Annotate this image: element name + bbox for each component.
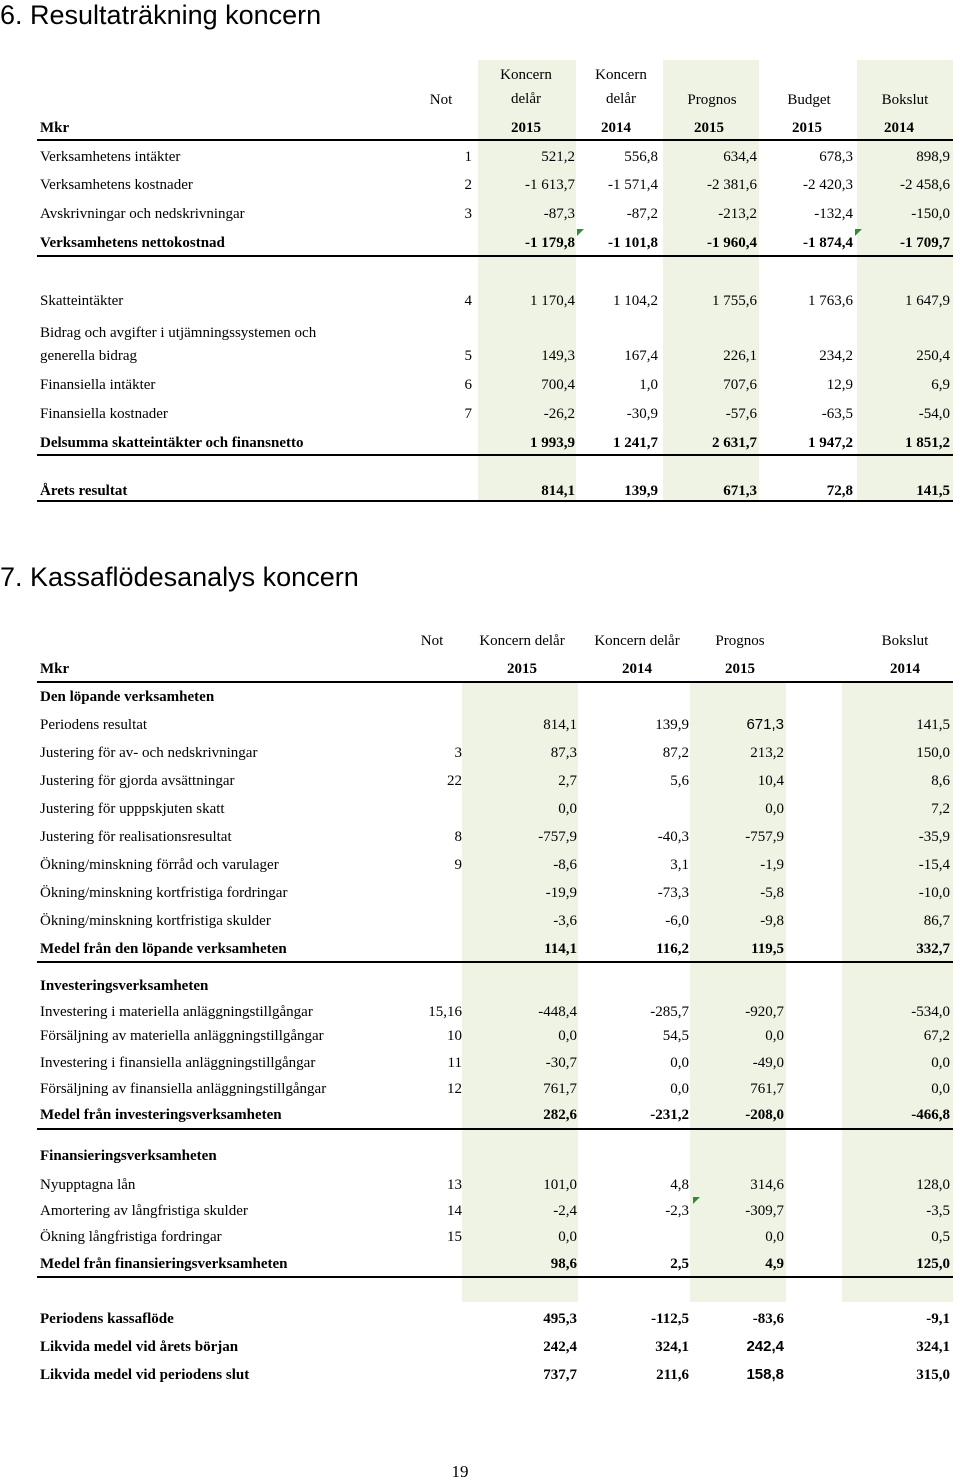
row-label: Finansiella kostnader: [40, 406, 168, 422]
section-7-title: 7. Kassaflödesanalys koncern: [0, 562, 359, 592]
row-value: 0,0: [558, 1229, 577, 1245]
row-value: 67,2: [923, 1028, 950, 1044]
row-value: 0,0: [931, 1081, 950, 1097]
row-note: 7: [464, 406, 472, 422]
header-budget: Budget: [787, 92, 831, 108]
row-value: 125,0: [916, 1256, 950, 1272]
row-value: 0,0: [931, 1055, 950, 1071]
row-value: -15,4: [918, 857, 950, 873]
row-value: 671,3: [746, 716, 784, 733]
row-value: 0,0: [558, 801, 577, 817]
row-label: Verksamhetens intäkter: [40, 149, 181, 165]
row-value: -35,9: [918, 829, 950, 845]
header-col1: Koncern delår: [479, 633, 565, 649]
row-value: 250,4: [916, 348, 950, 364]
row-label: Bidrag och avgifter i utjämningssystemen och: [40, 325, 317, 341]
row-value: 1 241,7: [613, 435, 658, 451]
row-value: 1 993,9: [530, 435, 575, 451]
row-value: 1 755,6: [712, 293, 757, 309]
table-row: [0, 144, 960, 170]
row-label: Avskrivningar och nedskrivningar: [40, 206, 245, 222]
row-value: -920,7: [745, 1004, 784, 1020]
row-value: -1 613,7: [525, 177, 575, 193]
table-row: [0, 1198, 960, 1224]
row-value: -1 179,8: [525, 235, 575, 251]
row-value: 332,7: [916, 941, 950, 957]
row-value: 242,4: [746, 1338, 784, 1355]
row-value: 158,8: [746, 1366, 784, 1383]
header-year-3: 2015: [694, 120, 724, 136]
row-value: -285,7: [650, 1004, 689, 1020]
table-row: [0, 712, 960, 738]
row-note: 15,16: [428, 1004, 462, 1020]
row-value: 87,3: [550, 745, 577, 761]
header-year-2: 2014: [601, 120, 631, 136]
row-label: Medel från investeringsverksamheten: [40, 1107, 282, 1123]
row-value: -3,5: [926, 1203, 950, 1219]
row-value: -309,7: [745, 1203, 784, 1219]
row-value: 737,7: [543, 1367, 577, 1383]
row-value: -87,2: [626, 206, 658, 222]
page-number: 19: [451, 1462, 469, 1481]
row-value: -9,8: [760, 913, 784, 929]
row-note: 3: [454, 745, 462, 761]
row-value: 54,5: [662, 1028, 689, 1044]
row-label: generella bidrag: [40, 348, 138, 364]
table-row: [0, 824, 960, 850]
row-value: 556,8: [624, 149, 658, 165]
row-value: 1 947,2: [808, 435, 853, 451]
row-value: -8,6: [553, 857, 577, 873]
row-label: Periodens resultat: [40, 717, 148, 733]
row-value: -757,9: [538, 829, 577, 845]
row-note: 11: [447, 1055, 462, 1071]
row-value: -2,4: [553, 1203, 577, 1219]
row-value: -30,9: [626, 406, 658, 422]
row-label: Medel från finansieringsverksamheten: [40, 1256, 288, 1272]
row-label: Ökning långfristiga fordringar: [40, 1229, 222, 1245]
row-value: 0,0: [765, 801, 784, 817]
row-value: 234,2: [819, 348, 853, 364]
row-label: Investering i materiella anläggningstillgångar: [40, 1004, 313, 1020]
table-row: [0, 1143, 960, 1169]
row-label: Justering för upppskjuten skatt: [40, 801, 225, 817]
row-value: 139,9: [624, 483, 658, 499]
row-value: 761,7: [543, 1081, 577, 1097]
row-note: 6: [464, 377, 472, 393]
row-value: 315,0: [916, 1367, 950, 1383]
header-col2-line1: Koncern: [595, 67, 647, 83]
row-value: 0,0: [765, 1229, 784, 1245]
row-value: -132,4: [814, 206, 853, 222]
row-value: 2,5: [670, 1256, 689, 1272]
row-label: Medel från den löpande verksamheten: [40, 941, 287, 957]
row-value: 0,0: [765, 1028, 784, 1044]
table-row: [0, 1050, 960, 1076]
row-value: 139,9: [655, 717, 689, 733]
row-value: 213,2: [750, 745, 784, 761]
header-year-3: 2015: [725, 661, 755, 677]
row-note: 10: [447, 1028, 462, 1044]
row-value: -19,9: [545, 885, 577, 901]
row-label: Försäljning av materiella anläggningstillgångar: [40, 1028, 324, 1044]
row-value: 2,7: [558, 773, 577, 789]
header-year-2: 2014: [622, 661, 652, 677]
table-row: [0, 852, 960, 878]
header-rule: [37, 681, 953, 683]
row-value: -87,3: [543, 206, 575, 222]
row-value: 707,6: [723, 377, 757, 393]
row-value: -26,2: [543, 406, 575, 422]
table-row: [0, 936, 960, 962]
row-label: Årets resultat: [40, 483, 128, 499]
row-note: 13: [447, 1177, 462, 1193]
header-not: Not: [420, 633, 444, 649]
table-row: [0, 288, 960, 314]
row-label: Justering för realisationsresultat: [40, 829, 232, 845]
row-value: -466,8: [911, 1107, 950, 1123]
row-value: -112,5: [651, 1311, 689, 1327]
row-value: 634,4: [723, 149, 757, 165]
row-label: Skatteintäkter: [40, 293, 124, 309]
row-label: Verksamhetens nettokostnad: [40, 235, 225, 251]
row-value: -448,4: [538, 1004, 577, 1020]
header-year-1: 2015: [511, 120, 541, 136]
row-value: -2,3: [665, 1203, 689, 1219]
row-value: -2 420,3: [803, 177, 853, 193]
table-row: [0, 401, 960, 427]
table-row: [0, 1251, 960, 1277]
row-value: 87,2: [662, 745, 689, 761]
row-value: 1,0: [639, 377, 658, 393]
row-value: 8,6: [931, 773, 950, 789]
row-value: 671,3: [723, 483, 757, 499]
row-value: 7,2: [931, 801, 950, 817]
row-label: Finansiella intäkter: [40, 377, 156, 393]
header-not: Not: [429, 92, 453, 108]
row-note: 4: [464, 293, 472, 309]
header-prognos: Prognos: [715, 633, 765, 649]
row-value: 226,1: [723, 348, 757, 364]
table-row: [0, 1023, 960, 1049]
table-row: [0, 740, 960, 766]
header-year-1: 2015: [507, 661, 537, 677]
row-value: 898,9: [916, 149, 950, 165]
header-prognos: Prognos: [687, 92, 737, 108]
row-value: -5,8: [760, 885, 784, 901]
row-label: Verksamhetens kostnader: [40, 177, 193, 193]
header-year-5: 2014: [884, 120, 914, 136]
table-row: [0, 1102, 960, 1128]
row-value: 119,5: [751, 941, 784, 957]
section-6-title: 6. Resultaträkning koncern: [0, 0, 322, 30]
row-label: Delsumma skatteintäkter och finansnetto: [40, 435, 304, 451]
header-col1-line2: delår: [511, 91, 541, 107]
comment-marker: [577, 229, 584, 236]
row-label: Periodens kassaflöde: [40, 1311, 174, 1327]
table-row: [0, 999, 960, 1025]
header-mkr: Mkr: [40, 120, 70, 136]
row-value: 149,3: [541, 348, 575, 364]
row-value: 1 104,2: [613, 293, 658, 309]
header-bokslut: Bokslut: [881, 92, 929, 108]
table-row: [0, 201, 960, 227]
row-value: 700,4: [541, 377, 575, 393]
row-value: -1,9: [760, 857, 784, 873]
table-row: [0, 1076, 960, 1102]
row-value: 141,5: [916, 483, 950, 499]
row-value: 324,1: [655, 1339, 689, 1355]
row-value: -57,6: [725, 406, 757, 422]
row-value: -231,2: [650, 1107, 689, 1123]
row-value: 0,5: [931, 1229, 950, 1245]
row-label: Amortering av långfristiga skulder: [40, 1203, 248, 1219]
row-label: Nyupptagna lån: [40, 1177, 136, 1193]
row-value: -1 874,4: [803, 235, 853, 251]
row-value: 101,0: [543, 1177, 577, 1193]
row-note: 9: [454, 857, 462, 873]
table-row: [0, 430, 960, 456]
table-row: [0, 1224, 960, 1250]
table-row: [0, 372, 960, 398]
row-value: -83,6: [752, 1311, 784, 1327]
row-value: -30,7: [545, 1055, 577, 1071]
row-value: -1 709,7: [900, 235, 950, 251]
row-label: Ökning/minskning förråd och varulager: [40, 857, 279, 873]
table-row: [0, 684, 960, 710]
row-value: -9,1: [926, 1311, 950, 1327]
row-value: 1 170,4: [530, 293, 575, 309]
row-value: 10,4: [757, 773, 784, 789]
row-value: -1 101,8: [608, 235, 658, 251]
row-note: 14: [447, 1203, 462, 1219]
row-label: Likvida medel vid årets början: [40, 1339, 239, 1355]
table-row: [0, 796, 960, 822]
row-value: -757,9: [745, 829, 784, 845]
rule-lopande: [37, 961, 953, 963]
header-bokslut: Bokslut: [881, 633, 929, 649]
row-value: -10,0: [918, 885, 950, 901]
row-value: 86,7: [923, 913, 950, 929]
row-value: 3,1: [670, 857, 689, 873]
row-value: -6,0: [665, 913, 689, 929]
row-note: 8: [454, 829, 462, 845]
row-value: 242,4: [543, 1339, 577, 1355]
row-value: 6,9: [931, 377, 950, 393]
row-value: -1 571,4: [608, 177, 658, 193]
row-value: -208,0: [745, 1107, 784, 1123]
row-value: 814,1: [543, 717, 577, 733]
table-row: [0, 973, 960, 999]
row-value: 98,6: [550, 1256, 577, 1272]
row-note: 1: [464, 149, 472, 165]
row-label: Investering i finansiella anläggningstillgångar: [40, 1055, 316, 1071]
row-value: 324,1: [916, 1339, 950, 1355]
row-label: Försäljning av finansiella anläggningstillgångar: [40, 1081, 327, 1097]
rule-investering: [37, 1128, 953, 1130]
row-value: 5,6: [670, 773, 689, 789]
rule-arets-resultat: [37, 500, 953, 502]
row-value: 814,1: [541, 483, 575, 499]
header-year-4: 2015: [792, 120, 822, 136]
row-label: Investeringsverksamheten: [40, 978, 209, 994]
row-value: 2 631,7: [712, 435, 757, 451]
row-value: 1 763,6: [808, 293, 853, 309]
row-value: 4,9: [765, 1256, 784, 1272]
table-row: [0, 908, 960, 934]
rule-delsumma: [37, 454, 953, 456]
row-value: 678,3: [819, 149, 853, 165]
row-value: 114,1: [544, 941, 577, 957]
row-value: 0,0: [670, 1055, 689, 1071]
row-value: -150,0: [911, 206, 950, 222]
row-value: -40,3: [657, 829, 689, 845]
row-value: 150,0: [916, 745, 950, 761]
row-value: 12,9: [826, 377, 853, 393]
table-row: [0, 768, 960, 794]
table-row: [0, 1172, 960, 1198]
comment-marker: [855, 229, 862, 236]
header-year-4: 2014: [890, 661, 920, 677]
row-value: -73,3: [657, 885, 689, 901]
row-value: 761,7: [750, 1081, 784, 1097]
table-row: [0, 1362, 960, 1388]
row-note: 3: [464, 206, 472, 222]
row-value: 167,4: [624, 348, 658, 364]
row-value: 128,0: [916, 1177, 950, 1193]
rule-nettokostnad: [37, 255, 953, 257]
row-label: Justering för av- och nedskrivningar: [40, 745, 258, 761]
row-value: 211,6: [656, 1367, 689, 1383]
comment-marker: [693, 1197, 700, 1204]
row-value: 314,6: [750, 1177, 784, 1193]
rule-finansiering: [37, 1276, 953, 1278]
row-value: -3,6: [553, 913, 577, 929]
row-value: 141,5: [916, 717, 950, 733]
row-value: 116,2: [656, 941, 689, 957]
row-value: -54,0: [918, 406, 950, 422]
row-value: 1 851,2: [905, 435, 950, 451]
row-note: 2: [464, 177, 472, 193]
row-note: 22: [447, 773, 462, 789]
row-note: 12: [447, 1081, 462, 1097]
row-value: 521,2: [541, 149, 575, 165]
row-note: 5: [464, 348, 472, 364]
row-value: -1 960,4: [707, 235, 757, 251]
row-value: -2 458,6: [900, 177, 950, 193]
row-label: Finansieringsverksamheten: [40, 1148, 217, 1164]
row-value: 282,6: [543, 1107, 577, 1123]
table-row: [0, 880, 960, 906]
header-mkr: Mkr: [40, 661, 70, 677]
row-value: -63,5: [821, 406, 853, 422]
row-note: 15: [447, 1229, 462, 1245]
row-label: Justering för gjorda avsättningar: [40, 773, 235, 789]
table-row: [0, 172, 960, 198]
row-label: Ökning/minskning kortfristiga skulder: [40, 913, 271, 929]
row-value: -49,0: [752, 1055, 784, 1071]
row-value: 1 647,9: [905, 293, 950, 309]
row-value: 4,8: [670, 1177, 689, 1193]
header-rule: [37, 139, 953, 141]
header-col1-line1: Koncern: [500, 67, 552, 83]
row-value: -213,2: [718, 206, 757, 222]
row-value: -2 381,6: [707, 177, 757, 193]
header-col2: Koncern delår: [594, 633, 680, 649]
row-label: Ökning/minskning kortfristiga fordringar: [40, 885, 288, 901]
row-value: 495,3: [543, 1311, 577, 1327]
table-row: [0, 343, 960, 369]
row-label: Likvida medel vid periodens slut: [40, 1367, 250, 1383]
table-row: [0, 230, 960, 256]
row-value: -534,0: [911, 1004, 950, 1020]
row-value: 0,0: [670, 1081, 689, 1097]
row-label: Den löpande verksamheten: [40, 689, 215, 705]
header-col2-line2: delår: [606, 91, 636, 107]
table-row: [0, 1334, 960, 1360]
table-row: [0, 1306, 960, 1332]
row-value: 72,8: [826, 483, 853, 499]
row-value: 0,0: [558, 1028, 577, 1044]
